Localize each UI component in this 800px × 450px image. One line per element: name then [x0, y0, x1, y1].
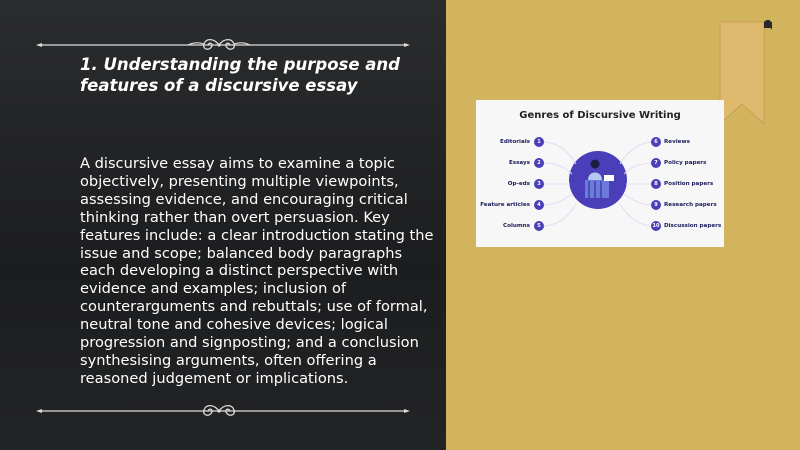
genre-label: Research papers [664, 202, 717, 208]
genre-label: Reviews [664, 139, 690, 145]
slide-title: 1. Understanding the purpose and features of a discursive essay [80, 55, 400, 95]
genre-number-badge: 2 [534, 158, 544, 168]
genre-label: Position papers [664, 181, 714, 187]
genre-label: Essays [508, 160, 530, 166]
genre-number-badge: 4 [534, 200, 544, 210]
genre-number-badge: 3 [534, 179, 544, 189]
genre-number-badge: 5 [534, 221, 544, 231]
genre-number-badge: 6 [651, 137, 661, 147]
genre-label: Columns [503, 223, 530, 229]
bookmark-ribbon-icon [716, 16, 772, 128]
flourish-icon [186, 34, 252, 56]
genre-label: Op-eds [507, 181, 530, 187]
genre-number-badge: 8 [651, 179, 661, 189]
flourish-bottom-icon [186, 400, 252, 422]
genre-number-badge: 7 [651, 158, 661, 168]
genre-label: Policy papers [664, 160, 707, 166]
genre-number-badge: 1 [534, 137, 544, 147]
genre-label: Feature articles [480, 202, 530, 208]
genre-number-badge: 9 [651, 200, 661, 210]
connector-lines [540, 136, 656, 230]
slide-body-text: A discursive essay aims to examine a topic objectively, presenting multiple viewpoints, assessing evidence, and encouraging critical thinking rather than overt persuasion. Key features include: a clear introduction stating the issue and scope; balanced body paragraphs each developing a distinct perspective with evidence and examples; inclusion of counterarguments and rebuttals; use of formal, neutral tone and cohesive devices; logical progression and signposting; and a conclusion synthesising arguments, often offering a reasoned judgement or implications. [80, 155, 434, 387]
genre-label: Discussion papers [664, 223, 722, 229]
genre-number-badge: 10 [652, 223, 660, 229]
infographic-title: Genres of Discursive Writing [519, 110, 681, 121]
genre-label: Editorials [500, 139, 530, 145]
